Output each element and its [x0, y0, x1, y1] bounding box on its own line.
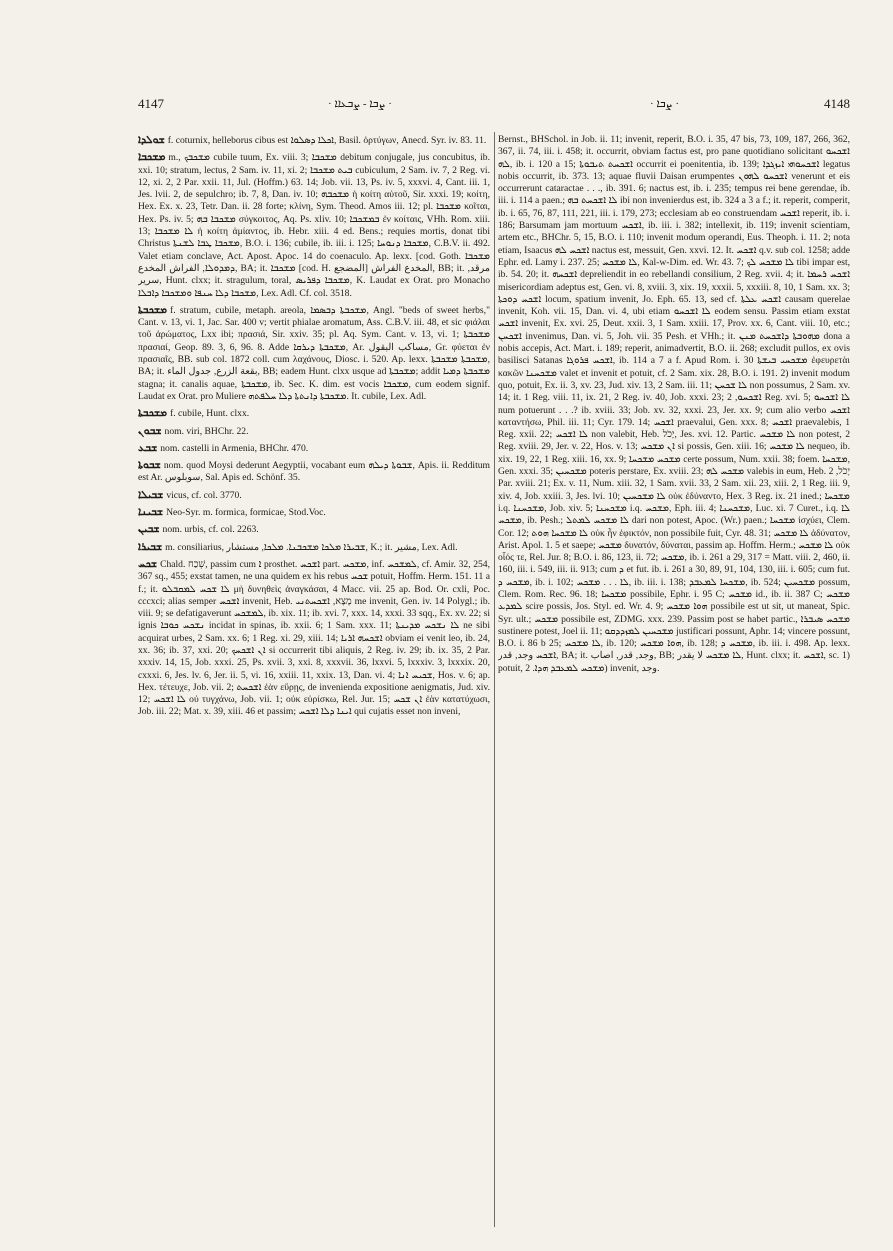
dictionary-entry: [138, 541, 490, 554]
entry-text: f. stratum, cubile, metaph. areola, ܡܫܟܒܬܐ ܕܒܣܡܐ, Angl. "beds of sweet herbs," Cant. v. 13, vi. 1, Jac. Sar. 400 v; vertit phialae aromatum, Ass. C.B.V. iii. 48, et sic φιάλαι τοῦ ἀρώματος, Lxx ibi; πρασιά, Sir. xxiv. 35; pl. Aq. Sym. Cant. v. 13, vi. 1; ܡܫܟܒܬܐ πρασιαί, Geop. 89. 3, 6, 96. 8. Adde ܡܫܟܒܬܐ ܕܝܪܩܐ, Ar. مساكب البقول, Gr. φύεται ἐν πρασιαῖς, BB. sub col. 1872 coll. cum λαχάνους, Diosc. i. 520. Ap. lexx. ܡܫܟܒܬܐ ܡܫܟܒܬܐ, BA; it. بقعة الزرع, جدول الماء, BB; eadem Hunt. clxx usque ad ܡܫܟܒܬܐ; addit ܡܫܟܒܬܐ ܕܡܝܐ stagna; it. canalis aquae, ܡܫܟܒܬܐ, ib. Sec. K. dim. est vocis ܡܫܟܒܐ, cum eodem signif. Laudat ex Orat. pro Muliere ܡܫܟܒܬܐ ܕܐܢܬܬܐ ܕܠܐ ܚܠܦܬܗ. It. cubile, Lex. Adl.: [138, 304, 490, 402]
column-divider: [494, 132, 495, 1227]
dictionary-entry: [138, 523, 490, 536]
entry-headword: ܡܫܟܒܬܐ: [138, 407, 168, 420]
entry-text: nom. viri, BHChr. 22.: [164, 425, 249, 437]
dictionary-entry: [138, 304, 490, 403]
entry-headword: ܫܒܥ: [138, 441, 158, 454]
dictionary-entry: [138, 151, 490, 300]
dictionary-entry: [138, 558, 490, 719]
entry-headword: ܫܒܝܠܐ: [138, 488, 164, 501]
entry-headword: ܡܫܟܒܐ: [138, 151, 166, 164]
dictionary-entry: [138, 407, 490, 420]
page-number-right: 4148: [824, 96, 850, 111]
right-column: [498, 134, 850, 1234]
entry-text: Neo-Syr. m. formica, formicae, Stod.Voc.: [166, 507, 326, 519]
entry-text: nom. urbis, cf. col. 2263.: [162, 524, 259, 536]
entry-text: m. consiliarius, ܫܒܝܪܐ ܡܠܟܐ ܡܫܟܒܢܐ. ܡܠܟܐ, مستشار, K.; it. مشير, Lex. Adl.: [165, 541, 458, 553]
entry-text: m., ܡܫܟܒܟ cubile tuum, Ex. viii. 3; ܡܫܟܒܐ debitum conjugale, jus concubitus, ib. xxi. 10; stratum, lectus, 2 Sam. iv. 11, xi. 2; ܒܝܬ ܡܫܟܒܐ cubiculum, 2 Sam. iv. 7, 2 Reg. vi. 12, xi. 2, 2 Par. xxii. 11, Jul. (Hoffm.) 63. 14; Job. vii. 13, Ps. iv. 5, xxxvi. 4, Cant. iii. 1, Jes. lvii. 2, de sepulchro; ib. 7, 8, Dan. iv. 10; ܡܫܟܒܗ ἡ κοίτη αὐτοῦ, Sir. xxxi. 19; κοίτη, Hex. Ex. x. 23, Tetr. Dan. ii. 28 forte; κλίνη, Sym. Theod. Amos iii. 12; pl. ܡܫܟܒܐ κοῖται, Hex. Ps. iv. 5; ܡܫܟܒܐ ܒܗ σύγκοιτος, Aq. Ps. xliv. 10; ܒܡܫܟܒܐ ἐν κοίταις, VHh. Rom. xiii. 13; ܠܐ ܡܫܟܒܐ ἡ κοίτη ἀμίαντος, ib. Hebr. xiii. 4 ed. Bens.; requies mortis, donat tibi Christus ܡܫܟܒܐ ܛܒܐ ܠܫܢܬܐ, B.O. i. 136; cubile, ib. iii. i. 125; ܡܫܟܒܐ ܕܢܘܚܐ, C.B.V. ii. 492. Valet etiam conclave, Act. Apost. Apoc. 14 do coenaculo. Ap. lexx. [cod. Goth. ܡܫܟܒܐ ܕܡܕܘܠܐ, الفراش المخدع, BA; it. ܡܫܟܒܐ [cod. H. المضجع] المخدع الفراش, BB; it. مرقد, سرير, Hunt. clxx; it. stragulum, toral, ܡܫܟܒܐ ܕܦܪܝܣ, K. Laudat ex Orat. pro Monacho ܡܫܟܒܐ ܕܠܐ ܚܢܦܐ ܘܡܫܟܒܐ ܕܐܒܠܐ, Lex. Adl. Cf. col. 3518.: [138, 152, 490, 299]
entry-headword: ܫܒܝܢܐ: [138, 506, 164, 519]
entry-headword: ܫܟܚ: [138, 557, 158, 570]
dictionary-entry: [138, 489, 490, 502]
entry-text: f. cubile, Hunt. clxx.: [170, 408, 250, 420]
entry-text: f. coturnix, helleborus cibus est ܐܟܠܐ ܕܣܠܘܐ, Basil. ὀρτύγων, Anecd. Syr. iv. 83. 11.: [167, 135, 487, 146]
dictionary-entry: [138, 506, 490, 519]
dictionary-entry: [138, 134, 490, 147]
running-head-left: · ܨܒܐ - ܨܒܥܐܐ ·: [328, 98, 392, 110]
entry-text: Chald. שְׁכַח, passim cum ܐ prosthet. ܐܫܟܚ part. ܡܫܟܚ, inf. ܠܡܫܟܚ, cf. Amir. 32, 254, 367 sq., 455; exstat tamen, ne una quidem ex his rebus ܫܟܚ potuit, Hoffm. Herm. 151. 11 a f.; it. ܠܐ ܫܟܚ ܠܡܩܒܠܘ μὴ δυνηθεὶς ἀναγκάσαι, 4 Macc. vii. 25 ap. Bod. Or. cxli, Poc. cccxci; alias semper ܐܫܟܚ invenit, Heb. מָצָא, ܐܫܟܚܬܢܝ me invenit, Gen. iv. 14 Polygl.; ib. viii. 9; se defatigaverunt ܠܡܫܟܚ, ib. xix. 11; ib. xvi. 7, xxx. 14, xxxi. 33 sqq., Ex. xv. 22; si ignis ܢܫܟܚ ܟܘܒܐ incidat in spinas, ib. xxii. 6; 1 Sam. xxx. 11; ܠܐ ܢܫܟܚ ܡܕܝܢܬܐ ne sibi acquirat urbes, 2 Sam. xx. 6; 1 Reg. xi. 29, xiii. 14; ܐܫܟܚܗ ܐܪܝܐ obviam ei venit leo, ib. 24, xx. 36; ib. 37, xxi. 20; ܐܢ ܐܫܟܚܟ si occurrerit tibi aliquis, 2 Reg. iv. 29; ib. ix. 35, 2 Par. xxxiv. 14, 15, Job. xxxi. 25, Ps. xvii. 3, xxi. 8, xxxvii. 36, lxxvi. 5, lxxxiv. 3, lxxxix. 20, cxxxi. 6, Jes. lv. 6, Jer. ii. 5, vi. 16, xxiii. 11, xxix. 13, Dan. vi. 4; ܫܟܝܚ ܐܢܐ, Hos. v. 6; ap. Hex. τέτευχε, Job. vii. 2; ܐܫܟܚܬ ἐὰν εὕρῃς, de invenienda expositione aenigmatis, Jud. xiv. 12; ܠܐ ܐܫܟܚ οὐ τυγχάνω, Job. vii. 1; οὐκ εὑρίσκω, Rel. Jur. 15; ܐܢ ܫܟܚ ἐὰν κατατύχωσι, Job. iii. 22; Mat. x. 39, xiii. 46 et passim; ܐܝܢܐ ܕܠܐ ܐܫܟܚ qui cujatis esset non inveni,: [138, 558, 490, 718]
entry-text: vicus, cf. col. 3770.: [166, 489, 242, 501]
entry-headword: ܫܒܘܬܐ: [138, 459, 161, 472]
dictionary-entry: [138, 442, 490, 455]
running-head-right: · ܨܒܐ ·: [650, 98, 679, 110]
dictionary-entry: [138, 459, 490, 485]
entry-headword: ܫܒܝܢ: [138, 523, 160, 536]
entry-headword: ܡܫܟܒܬܐ: [138, 303, 168, 316]
left-column: [138, 134, 490, 1234]
page-header: [138, 96, 850, 120]
dictionary-entry: [138, 425, 490, 438]
entry-text: nom. castelli in Armenia, BHChr. 470.: [160, 442, 309, 454]
entry-text: nom. quod Moysi dederunt Aegyptii, vocabant eum ܫܒܘܬܐ ܕܝܠܗ, Apis. ii. Redditum est Ar. سوبلوس, Sal. Apis ed. Schönf. 35.: [138, 460, 490, 484]
page-number-left: 4147: [138, 96, 164, 111]
dictionary-entry-continued: [498, 134, 850, 675]
entry-headword: ܫܘܠܕܐ: [138, 134, 165, 146]
entry-text: Bernst., BHSchol. in Job. ii. 11; invenit, reperit, B.O. i. 35, 47 bis, 73, 109, 187, 266, 362, 367, ii. 74, iii. i. 458; it. occurrit, obviam factus est, pro pane quotidiano solicitant ܐܫܟܚܘ ܠܗ, ib. i. 120 a 15; ܐܫܟܚܬ ܬܝܒܘܬܐ occurrit ei poenitentia, ib. 139; ܐܫܟܚܘܗܝ ܐܝܙܓܕܐ legatus nobis occurrit, ib. 373. 13; aquae fluvii Daisan erumpentes ܐܫܟܚܘ ܠܗܘܢ venerunt et eis occurrerunt cataractae . . ., ib. 391. 6; nactus est, ib. i. 235; tempus rei bene gerendae, ib. iii. i. 114 a paen.; ܠܐ ܐܫܟܚܬ ܒܗ ibi non invenierdus est, ib. 324 a 3 a f.; it. reperit, comperit, ib. i. 65, 76, 87, 111, 221, iii. i. 179, 273; ecclesiam ab eo construendam ܐܫܟܚ reperit, ib. i. 186; Barsumam jam mortuum ܐܫܟܚ, ib. iii. i. 382; intellexit, ib. 119; invenit scientiam, artem etc., BHChr. 5, 15, B.O. i. 110; invenit modum operandi, Eus. Theoph. i. 11. 2; nota etiam, Isaacus ܐܫܟܚ ܠܗ nactus est, messuit, Gen. xxvi. 12. It. ܐܫܟܚ q.v. sub col. 1258; adde Ephr. ed. Lamy i. 237. 25; ܠܐ ܡܫܟܚ, Kal-w-Dim. ed. Wr. 43. 7; ܠܐ ܡܫܟܚ ܠܟ tibi impar est, ib. 54. 20; it. ܐܫܟܚܗ depreliendit in eo rebellandi consilium, 2 Reg. xvii. 4; it. ܐܫܟܚ ܪܚܡܐ misericordiam adeptus est, Gen. vi. 8, xviii. 3, xix. 19, xxxii. 5, xxxiii. 8, 10, 1 Sam. xx. 3; ܐܫܟܚ ܕܘܟܬܐ locum, spatium invenit, Jo. Eph. 65. 13, sed cf. ܐܫܟܚ ܥܠܬܐ causam querelae invenit, Koh. vii. 15, Dan. vi. 4, ubi etiam ܠܐ ܐܫܟܚܘ eodem sensu. Passim etiam exstat ܐܫܟܚ invenit, Ex. xvi. 25, Deut. xxii. 3, 1 Sam. xxiii. 17, Prov. xx. 6, Cant. viii. 10, etc.; ܐܫܟܚܢ invenimus, Dan. vi. 5, Joh. vii. 35 Pesh. et VHh.; it. ܡܗܘܒܬܐ ܕܐܫܟܚܬ ܡܢܢ dona a nobis accepis, Act. Mart. i. 189; reperit, animadvertit, B.O. ii. 268; excludit pullos, ex ovis basilisci Satanas ܐܫܟܚ ܦܪܘܓܐ, ib. 114 a 7 a f. Apud Rom. i. 30 ܡܫܟܚܝ ܒܝܫܬܐ ἐφευρετὰι κακῶν ܡܫܟܚܢܐ valet et invenit et potuit, cf. 2 Sam. xix. 28, B.O. i. 191. 2) invenit modum quo, potuit, Ex. ii. 3, xv. 23, Jud. xiv. 13, 2 Sam. iii. 11; ܠܐ ܫܟܚܢ non possumus, 2 Sam. xv. 14; it. 1 Reg. viii. 11, ix. 21, 2 Reg. iv. 40, Job. xxxi. 23; ܐܫܟܚܘ, 2 Reg. xvi. 5; ܠܐ ܐܫܟܚܘ num potuerunt . . .? ib. xviii. 33; Job. xv. 32, xxxi. 23, Jer. xx. 9; cum alio verbo ܐܫܟܚ καταντήσω, Phil. iii. 11; Cyr. 179. 14; ܐܫܟܚ praevalui, Gen. xxx. 8; ܐܫܟܚ praevalebis, 1 Reg. xxii. 22; ܠܐ ܐܫܟܚ non valebit, Heb. יָכֹל, Jes. xvi. 12. Partic. ܠܐ ܡܫܟܚ non potest, 2 Reg. xviii. 29, Jer. v. 22, Hos. v. 13; ܐܢ ܡܫܟܚ si possis, Gen. xiii. 16; ܠܐ ܡܫܟܚ nequeo, ib. xix. 19, 22, 1 Reg. xiii. 16, xx. 9; ܡܫܟܚ ܡܫܟܚܐ certe possum, Num. xxii. 38; foem. ܡܫܟܚܐ, Gen. xxxi. 35; ܡܫܟܚܝܢ poteris perstare, Ex. xviii. 23; ܡܫܟܚ ܠܗ valebis in eum, Heb. יָכֹל, 2 Par. xviii. 21; Ex. v. 11, Num. xiii. 32, 1 Sam. xvii. 33, 2 Sam. xii. 23, xiii. 2, 1 Reg. iii. 9, xiv. 4, Job. xxiii. 3, Jes. lvi. 10; ܠܐ ܡܫܟܚܝܢ οὐκ ἐδύναντο, Hex. 3 Reg. ix. 21 ined.; ܡܫܟܚܐ i.q. ܡܫܟܚܢܐ, Job. xiv. 5; ܡܫܟܚܢܐ i.q. ܡܫܟܚ, Eph. iii. 4; ܡܫܟܚܢܐ, Luc. xi. 7 Curet., i.q. ܠܐ ܡܫܟܚ, ib. Pesh.; ܠܐ ܡܫܟܚ ܠܡܬܠ dari non potest, Apoc. (Wr.) paen.; ܡܫܟܚܐ ἰσχύει, Clem. Cor. 12; ܠܐ ܡܫܟܚܐ ܗܘܬ οὐκ ἦν ἐφικτόν, non possibile fuit, Cyr. 48. 31; ܠܐ ܡܫܟܚ ἀδύνατον, Arist. Apol. 1. 5 et saepe; ܡܫܟܚ δυνατόν, δύναται, passim ap. Hoffm. Herm.; ܠܐ ܡܫܟܚ οὐκ οἷός τε, Rel. Jur. 8; B.O. i. 86, 123, ii. 72; ܡܫܟܚ, ib. i. 261 a 29, 317 = Matt. viii. 2, 460, ii. 160, iii. i. 549, iii. ii. 913; cum ܕ et fut. ib. i. 261 a 30, 89, 91, 104, 130, iii. i. 605; cum fut. ܡܫܟܚ ܕ, ib. i. 102; ܠܐ . . . ܡܫܟܚ, ib. iii. i. 138; ܡܫܟܚܐ ܠܡܥܒܕ, ib. 524; ܡܫܟܚܝܢ possum, Clem. Rom. Rec. 96. 18; ܡܫܟܚܐ possibile, Ephr. i. 95 C; ܡܫܟܚ id., ib. ii. 387 C; ܡܫܟܚ ܠܡܕܥ scire possis, Jos. Styl. ed. Wr. 4. 9; ܗܘܐ ܡܫܟܚ possibile est ut sit, ut maneat, Spic. Syr. ult.; ܡܫܟܚ possibile est, ZDMG. xxx. 239. Passim post se habet partic., ܡܫܟܚ ܣܝܒܪܐ sustinere potest, Joel ii. 11; ܡܫܟܚܝܢ ܠܡܙܕܕܩܘ justificari possunt, Aphr. 14; vincere possunt, B.O. i. 86 b 25; ܠܐ ܡܫܟܚ, ib. 120; ܗܘܐ ܡܫܟܚ, ib. 128; ܡܫܟܚ ܕ, ib. iii. i. 498. Ap. lexx. ܐܫܟܚ وجد, قدر, BA; it. وجد, قدر, اصاب, BB; ܠܐ ܡܫܟܚ لا يقدر, Hunt. clxx; it. ܐܫܟܚ, sc. 1) potuit, ܡܫܟܚ ܠܡܥܒܕ ܗܕܐ. 2) invenit, وجد.: [498, 134, 850, 674]
entry-headword: ܫܒܘܢ: [138, 424, 162, 437]
entry-headword: ܫܒܝܪܐ: [138, 540, 163, 553]
